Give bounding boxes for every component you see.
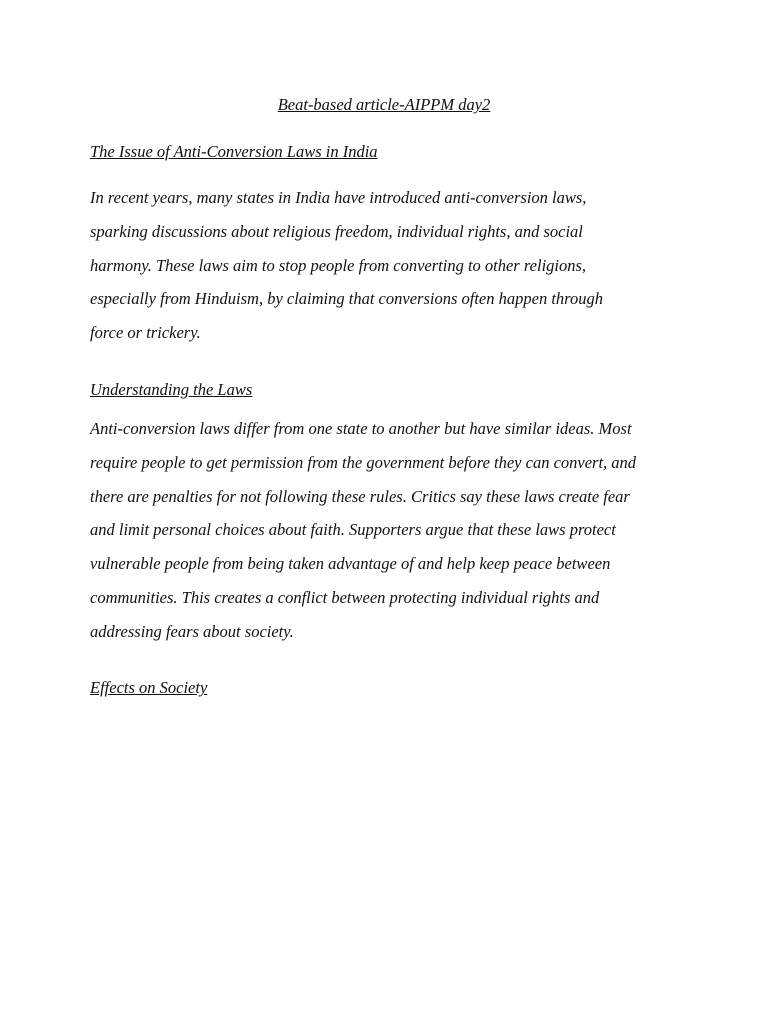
document-title: Beat-based article-AIPPM day2 [277,95,491,114]
paragraph-line: require people to get permission from the government before they can convert, and [90,452,637,472]
paragraph-line: sparking discussions about religious freedom, individual rights, and social [90,221,583,241]
paragraph-line: In recent years, many states in India have introduced anti-conversion laws, [90,188,587,207]
paragraph-line: addressing fears about society. [90,621,294,641]
paragraph-line: Anti-conversion laws differ from one state to another but have similar ideas. Most [90,419,632,438]
section-heading-issue: The Issue of Anti-Conversion Laws in India [90,142,378,161]
paragraph-line: vulnerable people from being taken advantage of and help keep peace between [90,554,611,574]
paragraph-line: especially from Hinduism, by claiming that conversions often happen through [90,289,603,309]
paragraph-intro [90,185,690,354]
section-heading-understanding: Understanding the Laws [90,380,253,399]
paragraph-line: communities. This creates a conflict between protecting individual rights and [90,587,600,607]
paragraph-line: there are penalties for not following these rules. Critics say these laws create fear [90,486,630,506]
paragraph-understanding [90,416,690,653]
paragraph-line: and limit personal choices about faith. Supporters argue that these laws protect [90,520,616,540]
paragraph-line: force or trickery. [90,323,201,343]
section-heading-effects: Effects on Society [90,678,208,697]
paragraph-line: harmony. These laws aim to stop people from converting to other religions, [90,255,587,275]
